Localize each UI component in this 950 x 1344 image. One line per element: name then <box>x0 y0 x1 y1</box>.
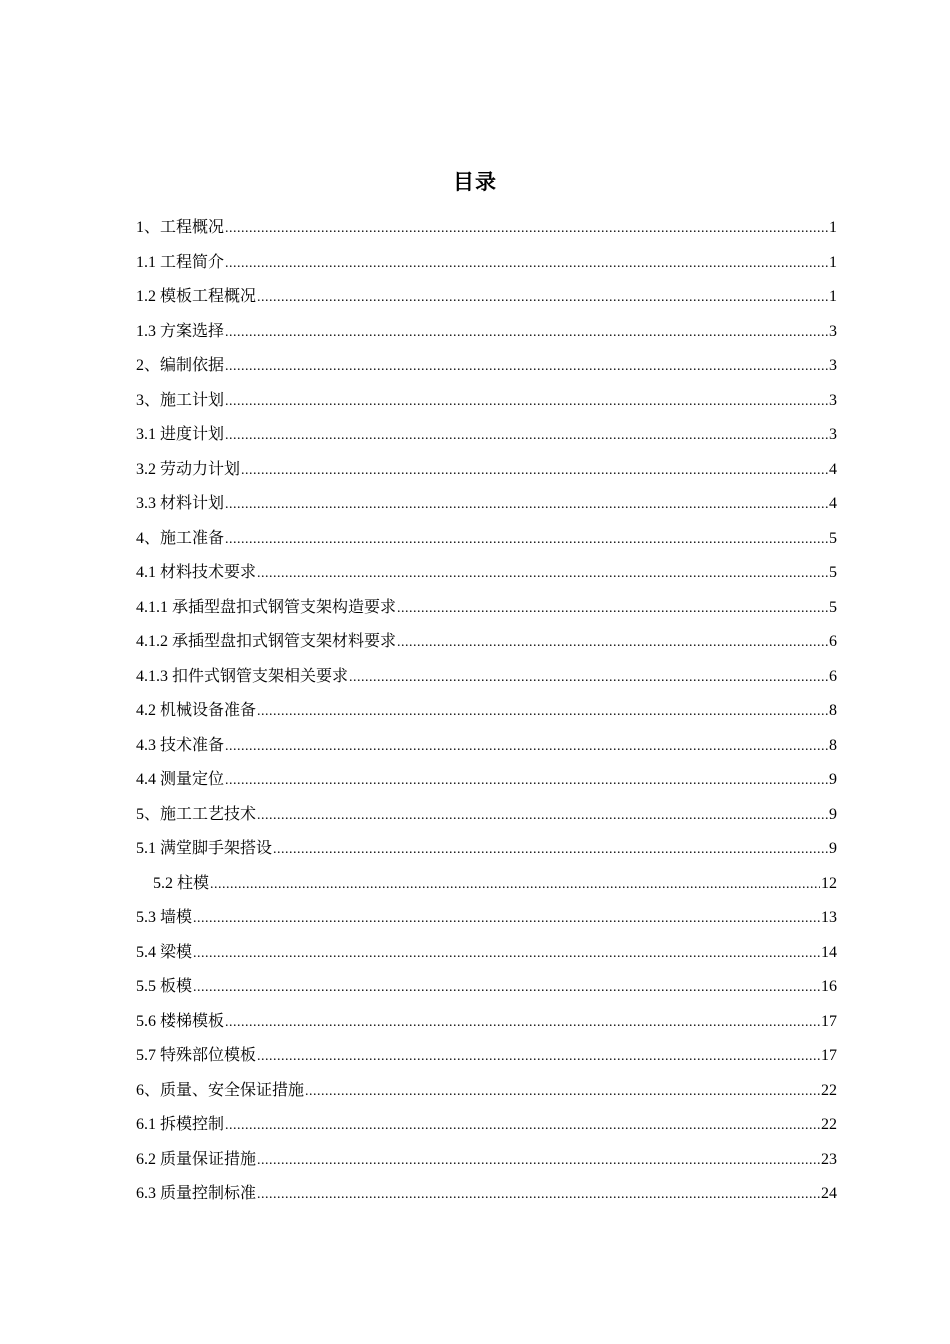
toc-entry-page: 4 <box>829 460 837 478</box>
toc-entry[interactable] <box>136 936 837 971</box>
toc-dot-leader <box>225 350 828 385</box>
toc-entry-label: 1.3 方案选择 <box>136 322 225 340</box>
toc-entry[interactable] <box>136 867 837 902</box>
toc-entry[interactable] <box>136 694 837 729</box>
toc-dot-leader <box>257 281 828 316</box>
toc-dot-leader <box>193 971 820 1006</box>
toc-entry-label: 6.3 质量控制标准 <box>136 1185 257 1202</box>
toc-dot-leader <box>225 1006 820 1041</box>
toc-entry-label: 4.1.2 承插型盘扣式钢管支架材料要求 <box>136 633 397 650</box>
toc-entry-page: 4 <box>829 495 837 512</box>
toc-entry[interactable] <box>136 349 837 384</box>
toc-entry-label: 6.2 质量保证措施 <box>136 1150 257 1168</box>
toc-entry-page: 3 <box>829 357 837 374</box>
toc-entry-page: 9 <box>829 805 837 823</box>
toc-entry-label: 4.4 测量定位 <box>136 771 225 788</box>
toc-entry-label: 4.1.1 承插型盘扣式钢管支架构造要求 <box>136 598 397 616</box>
toc-entry-page: 8 <box>829 736 837 754</box>
toc-dot-leader <box>257 1178 820 1213</box>
toc-entry[interactable] <box>136 798 837 833</box>
toc-entry[interactable] <box>136 384 837 419</box>
toc-entry-label: 4.3 技术准备 <box>136 736 225 754</box>
toc-entry-label: 5.5 板模 <box>136 978 193 995</box>
toc-entry-label: 4.2 机械设备准备 <box>136 702 257 719</box>
toc-entry-page: 8 <box>829 702 837 719</box>
toc-entry-page: 12 <box>821 874 837 892</box>
toc-entry-label: 1.1 工程简介 <box>136 253 225 271</box>
toc-entry-page: 6 <box>829 667 837 685</box>
toc-dot-leader <box>273 833 828 868</box>
toc-dot-leader <box>225 212 828 247</box>
toc-entry-page: 3 <box>829 426 837 443</box>
toc-dot-leader <box>225 523 828 558</box>
toc-entry-label: 5.1 满堂脚手架搭设 <box>136 840 273 857</box>
toc-entry-page: 22 <box>821 1081 837 1099</box>
toc-entry[interactable] <box>136 1039 837 1074</box>
toc-entry[interactable] <box>136 1005 837 1040</box>
toc-entry[interactable] <box>136 418 837 453</box>
toc-entry[interactable] <box>136 901 837 936</box>
toc-entry-label: 5.6 楼梯模板 <box>136 1012 225 1030</box>
toc-entry[interactable] <box>136 315 837 350</box>
toc-entry[interactable] <box>136 246 837 281</box>
toc-dot-leader <box>257 1144 820 1179</box>
toc-title: 目录 <box>453 170 497 194</box>
toc-entry-label: 6、质量、安全保证措施 <box>136 1081 305 1099</box>
toc-entry-page: 1 <box>829 253 837 271</box>
toc-dot-leader <box>193 937 820 972</box>
toc-dot-leader <box>257 557 828 592</box>
toc-entry-label: 5.3 墙模 <box>136 909 193 926</box>
toc-entry-page: 13 <box>821 909 837 926</box>
toc-entry[interactable] <box>136 625 837 660</box>
toc-entry[interactable] <box>136 1177 837 1212</box>
toc-entry-label: 4.1.3 扣件式钢管支架相关要求 <box>136 667 349 685</box>
toc-dot-leader <box>257 799 828 834</box>
toc-dot-leader <box>210 868 820 903</box>
toc-entry-label: 4、施工准备 <box>136 529 225 547</box>
toc-entry-label: 5.2 柱模 <box>153 874 210 892</box>
toc-dot-leader <box>225 488 828 523</box>
toc-entry-label: 3、施工计划 <box>136 391 225 409</box>
toc-dot-leader <box>193 902 820 937</box>
toc-entry-label: 4.1 材料技术要求 <box>136 564 257 581</box>
toc-dot-leader <box>257 1040 820 1075</box>
toc-entry[interactable] <box>136 660 837 695</box>
toc-entry-page: 9 <box>829 840 837 857</box>
toc-entry[interactable] <box>136 280 837 315</box>
toc-dot-leader <box>349 661 828 696</box>
toc-entry-page: 1 <box>829 288 837 305</box>
toc-entry-page: 5 <box>829 564 837 581</box>
toc-entry-page: 9 <box>829 771 837 788</box>
toc-dot-leader <box>241 454 828 489</box>
toc-entry-page: 1 <box>829 219 837 236</box>
toc-dot-leader <box>305 1075 820 1110</box>
toc-entry[interactable] <box>136 211 837 246</box>
toc-entry-page: 24 <box>821 1185 837 1202</box>
toc-entry-page: 17 <box>821 1012 837 1030</box>
toc-entry-page: 5 <box>829 529 837 547</box>
toc-entry[interactable] <box>136 763 837 798</box>
toc-entry-page: 14 <box>821 943 837 961</box>
toc-dot-leader <box>257 695 828 730</box>
toc-entry-page: 23 <box>821 1150 837 1168</box>
toc-dot-leader <box>225 419 828 454</box>
toc-dot-leader <box>225 764 828 799</box>
table-of-contents <box>136 211 837 1212</box>
toc-entry-page: 3 <box>829 391 837 409</box>
toc-entry-label: 6.1 拆模控制 <box>136 1116 225 1133</box>
toc-entry-page: 22 <box>821 1116 837 1133</box>
toc-entry-page: 16 <box>821 978 837 995</box>
toc-entry-label: 1.2 模板工程概况 <box>136 288 257 305</box>
toc-entry[interactable] <box>136 970 837 1005</box>
toc-dot-leader <box>397 592 828 627</box>
toc-entry-label: 3.2 劳动力计划 <box>136 460 241 478</box>
toc-entry-page: 5 <box>829 598 837 616</box>
toc-entry-page: 17 <box>821 1047 837 1064</box>
toc-entry-label: 5、施工工艺技术 <box>136 805 257 823</box>
toc-dot-leader <box>225 316 828 351</box>
toc-entry[interactable] <box>136 1074 837 1109</box>
toc-entry-label: 3.3 材料计划 <box>136 495 225 512</box>
toc-entry[interactable] <box>136 1143 837 1178</box>
toc-dot-leader <box>225 385 828 420</box>
toc-entry-label: 5.7 特殊部位模板 <box>136 1047 257 1064</box>
toc-entry-page: 6 <box>829 633 837 650</box>
toc-entry-label: 1、工程概况 <box>136 219 225 236</box>
toc-entry[interactable] <box>136 522 837 557</box>
toc-entry-label: 2、编制依据 <box>136 357 225 374</box>
toc-dot-leader <box>225 247 828 282</box>
toc-dot-leader <box>225 730 828 765</box>
toc-entry-label: 5.4 梁模 <box>136 943 193 961</box>
toc-entry[interactable] <box>136 1108 837 1143</box>
toc-entry[interactable] <box>136 453 837 488</box>
toc-entry[interactable] <box>136 591 837 626</box>
toc-entry-label: 3.1 进度计划 <box>136 426 225 443</box>
toc-entry[interactable] <box>136 487 837 522</box>
toc-entry[interactable] <box>136 832 837 867</box>
toc-entry[interactable] <box>136 729 837 764</box>
toc-dot-leader <box>397 626 828 661</box>
toc-entry-page: 3 <box>829 322 837 340</box>
toc-entry[interactable] <box>136 556 837 591</box>
toc-dot-leader <box>225 1109 820 1144</box>
